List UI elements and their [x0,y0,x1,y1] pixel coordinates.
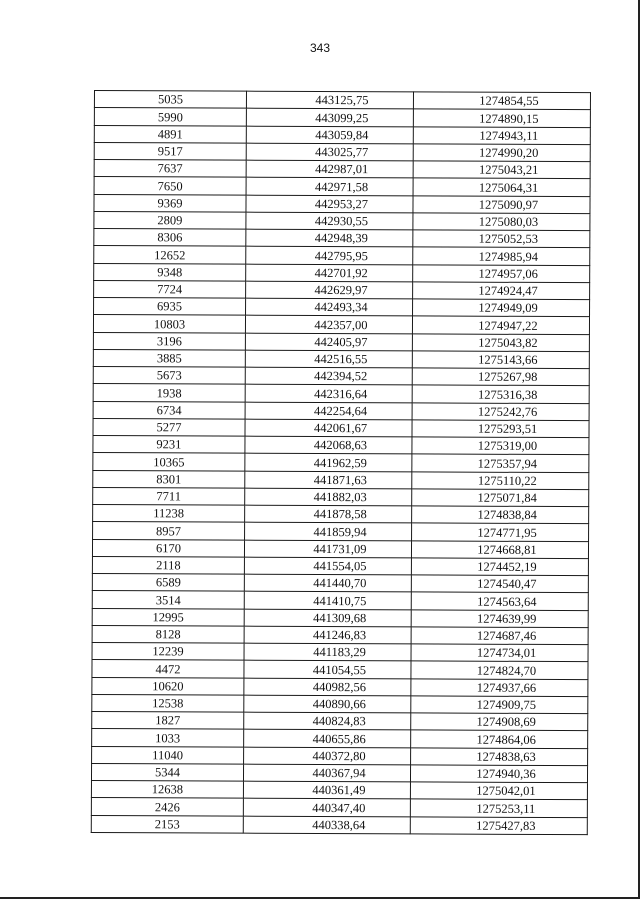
x-coordinate-cell: 442394,52 [245,367,412,385]
table-row [92,746,588,765]
table-row [93,522,589,541]
x-coordinate-cell: 441183,29 [244,643,411,661]
table-row [91,780,587,799]
x-coordinate-cell: 442254,64 [245,402,412,420]
x-coordinate-cell: 443125,75 [246,91,413,109]
point-id-cell: 5673 [93,366,245,384]
y-coordinate-cell: 1274947,22 [412,316,589,334]
table-row [92,660,588,679]
table-row [94,280,590,299]
point-id-cell: 6589 [92,573,244,591]
point-id-cell: 2153 [91,815,243,833]
point-id-cell: 8301 [93,470,245,488]
y-coordinate-cell: 1274957,06 [413,264,590,282]
x-coordinate-cell: 441871,63 [245,471,412,489]
point-id-cell: 6935 [94,298,246,316]
table-row [94,229,590,248]
point-id-cell: 4891 [94,125,246,143]
x-coordinate-cell: 441882,03 [245,488,412,506]
x-coordinate-cell: 443059,84 [246,126,413,144]
point-id-cell: 1033 [92,729,244,747]
point-id-cell: 9517 [94,142,246,160]
table-row [94,263,590,282]
point-id-cell: 5990 [94,108,246,126]
table-row [91,763,587,782]
table-row [94,160,590,179]
y-coordinate-cell: 1275267,98 [412,368,589,386]
x-coordinate-cell: 442953,27 [246,195,413,213]
table-row [94,298,590,317]
y-coordinate-cell: 1275090,97 [413,195,590,213]
point-id-cell: 8128 [92,625,244,643]
table-row [92,711,588,730]
table-row [92,625,588,644]
point-id-cell: 6734 [93,401,245,419]
x-coordinate-cell: 440361,49 [243,781,410,799]
point-id-cell: 4472 [92,660,244,678]
point-id-cell: 2809 [94,211,246,229]
y-coordinate-cell: 1274990,20 [413,144,590,162]
x-coordinate-cell: 442948,39 [246,229,413,247]
point-id-cell: 9348 [94,263,246,281]
y-coordinate-cell: 1274985,94 [413,247,590,265]
y-coordinate-cell: 1275427,83 [410,816,587,834]
y-coordinate-cell: 1275110,22 [412,471,589,489]
x-coordinate-cell: 442930,55 [246,212,413,230]
x-coordinate-cell: 442316,64 [245,384,412,402]
x-coordinate-cell: 441309,68 [244,609,411,627]
table-row [92,539,588,558]
x-coordinate-cell: 440372,80 [244,747,411,765]
x-coordinate-cell: 440655,86 [244,729,411,747]
y-coordinate-cell: 1275043,21 [413,161,590,179]
table-row [94,91,590,110]
coordinates-table-container [91,90,590,835]
y-coordinate-cell: 1274890,15 [413,109,590,127]
x-coordinate-cell: 442061,67 [245,419,412,437]
y-coordinate-cell: 1274771,95 [412,523,589,541]
table-row [94,177,590,196]
point-id-cell: 8957 [93,522,245,540]
y-coordinate-cell: 1274540,47 [411,575,588,593]
x-coordinate-cell: 440367,94 [243,764,410,782]
table-row [92,573,588,592]
x-coordinate-cell: 440890,66 [244,695,411,713]
y-coordinate-cell: 1274687,46 [411,627,588,645]
x-coordinate-cell: 442516,55 [245,350,412,368]
table-row [92,591,588,610]
x-coordinate-cell: 442068,63 [245,436,412,454]
point-id-cell: 2426 [91,798,243,816]
table-row [93,418,589,437]
table-row [92,729,588,748]
point-id-cell: 11040 [92,746,244,764]
point-id-cell: 7711 [93,487,245,505]
point-id-cell: 12239 [92,642,244,660]
point-id-cell: 5035 [94,91,246,109]
point-id-cell: 10803 [93,315,245,333]
x-coordinate-cell: 443025,77 [246,143,413,161]
table-row [92,677,588,696]
table-row [93,504,589,523]
point-id-cell: 12995 [92,608,244,626]
point-id-cell: 7637 [94,160,246,178]
y-coordinate-cell: 1275319,00 [412,437,589,455]
table-row [93,401,589,420]
y-coordinate-cell: 1275316,38 [412,385,589,403]
y-coordinate-cell: 1274908,69 [411,713,588,731]
point-id-cell: 10365 [93,453,245,471]
x-coordinate-cell: 440982,56 [244,678,411,696]
y-coordinate-cell: 1274639,99 [411,609,588,627]
table-row [93,366,589,385]
table-row [93,453,589,472]
y-coordinate-cell: 1275080,03 [413,213,590,231]
point-id-cell: 11238 [93,504,245,522]
y-coordinate-cell: 1274864,06 [411,730,588,748]
y-coordinate-cell: 1274909,75 [411,696,588,714]
x-coordinate-cell: 441731,09 [244,540,411,558]
point-id-cell: 9369 [94,194,246,212]
x-coordinate-cell: 441859,94 [245,522,412,540]
point-id-cell: 7650 [94,177,246,195]
x-coordinate-cell: 442629,97 [246,281,413,299]
point-id-cell: 3196 [93,332,245,350]
x-coordinate-cell: 442971,58 [246,177,413,195]
table-row [91,798,587,817]
point-id-cell: 5344 [91,763,243,781]
y-coordinate-cell: 1274563,64 [411,592,588,610]
point-id-cell: 2118 [92,556,244,574]
y-coordinate-cell: 1274924,47 [413,282,590,300]
table-row [94,194,590,213]
x-coordinate-cell: 441878,58 [245,505,412,523]
x-coordinate-cell: 441246,83 [244,626,411,644]
x-coordinate-cell: 442987,01 [246,160,413,178]
y-coordinate-cell: 1274949,09 [413,299,590,317]
x-coordinate-cell: 440824,83 [244,712,411,730]
point-id-cell: 1938 [93,384,245,402]
x-coordinate-cell: 441410,75 [244,591,411,609]
y-coordinate-cell: 1275071,84 [412,489,589,507]
point-id-cell: 7724 [94,280,246,298]
y-coordinate-cell: 1275043,82 [412,333,589,351]
point-id-cell: 3514 [92,591,244,609]
coordinates-table [91,90,591,835]
y-coordinate-cell: 1274838,84 [412,506,589,524]
x-coordinate-cell: 442493,34 [246,298,413,316]
y-coordinate-cell: 1274668,81 [411,540,588,558]
table-row [94,211,590,230]
x-coordinate-cell: 441440,70 [244,574,411,592]
table-row [92,608,588,627]
y-coordinate-cell: 1274943,11 [413,126,590,144]
point-id-cell: 12638 [91,780,243,798]
table-row [93,435,589,454]
point-id-cell: 12652 [94,246,246,264]
x-coordinate-cell: 440347,40 [243,798,410,816]
table-row [93,487,589,506]
y-coordinate-cell: 1274838,63 [411,747,588,765]
y-coordinate-cell: 1275253,11 [410,799,587,817]
table-row [94,108,590,127]
y-coordinate-cell: 1274734,01 [411,644,588,662]
y-coordinate-cell: 1275042,01 [410,782,587,800]
table-row [94,142,590,161]
y-coordinate-cell: 1274940,36 [410,765,587,783]
table-row [92,556,588,575]
y-coordinate-cell: 1274452,19 [411,558,588,576]
x-coordinate-cell: 441962,59 [245,453,412,471]
x-coordinate-cell: 442357,00 [245,315,412,333]
table-row [93,332,589,351]
y-coordinate-cell: 1275242,76 [412,402,589,420]
table-row [94,125,590,144]
table-row [93,384,589,403]
table-row [92,642,588,661]
y-coordinate-cell: 1275143,66 [412,351,589,369]
point-id-cell: 10620 [92,677,244,695]
x-coordinate-cell: 442405,97 [245,333,412,351]
x-coordinate-cell: 441554,05 [244,557,411,575]
x-coordinate-cell: 441054,55 [244,660,411,678]
x-coordinate-cell: 443099,25 [246,108,413,126]
table-row [93,315,589,334]
point-id-cell: 12538 [92,694,244,712]
y-coordinate-cell: 1275064,31 [413,178,590,196]
y-coordinate-cell: 1275052,53 [413,230,590,248]
table-row [93,470,589,489]
page-number: 343 [309,41,331,55]
point-id-cell: 6170 [92,539,244,557]
table-row [91,815,587,834]
y-coordinate-cell: 1274824,70 [411,661,588,679]
y-coordinate-cell: 1274937,66 [411,678,588,696]
point-id-cell: 9231 [93,435,245,453]
point-id-cell: 5277 [93,418,245,436]
point-id-cell: 8306 [94,229,246,247]
table-row [94,246,590,265]
table-row [93,349,589,368]
y-coordinate-cell: 1274854,55 [413,92,590,110]
point-id-cell: 1827 [92,711,244,729]
y-coordinate-cell: 1275293,51 [412,420,589,438]
table-body [91,91,590,835]
point-id-cell: 3885 [93,349,245,367]
y-coordinate-cell: 1275357,94 [412,454,589,472]
x-coordinate-cell: 442701,92 [246,264,413,282]
table-row [92,694,588,713]
x-coordinate-cell: 442795,95 [246,246,413,264]
x-coordinate-cell: 440338,64 [243,816,410,834]
